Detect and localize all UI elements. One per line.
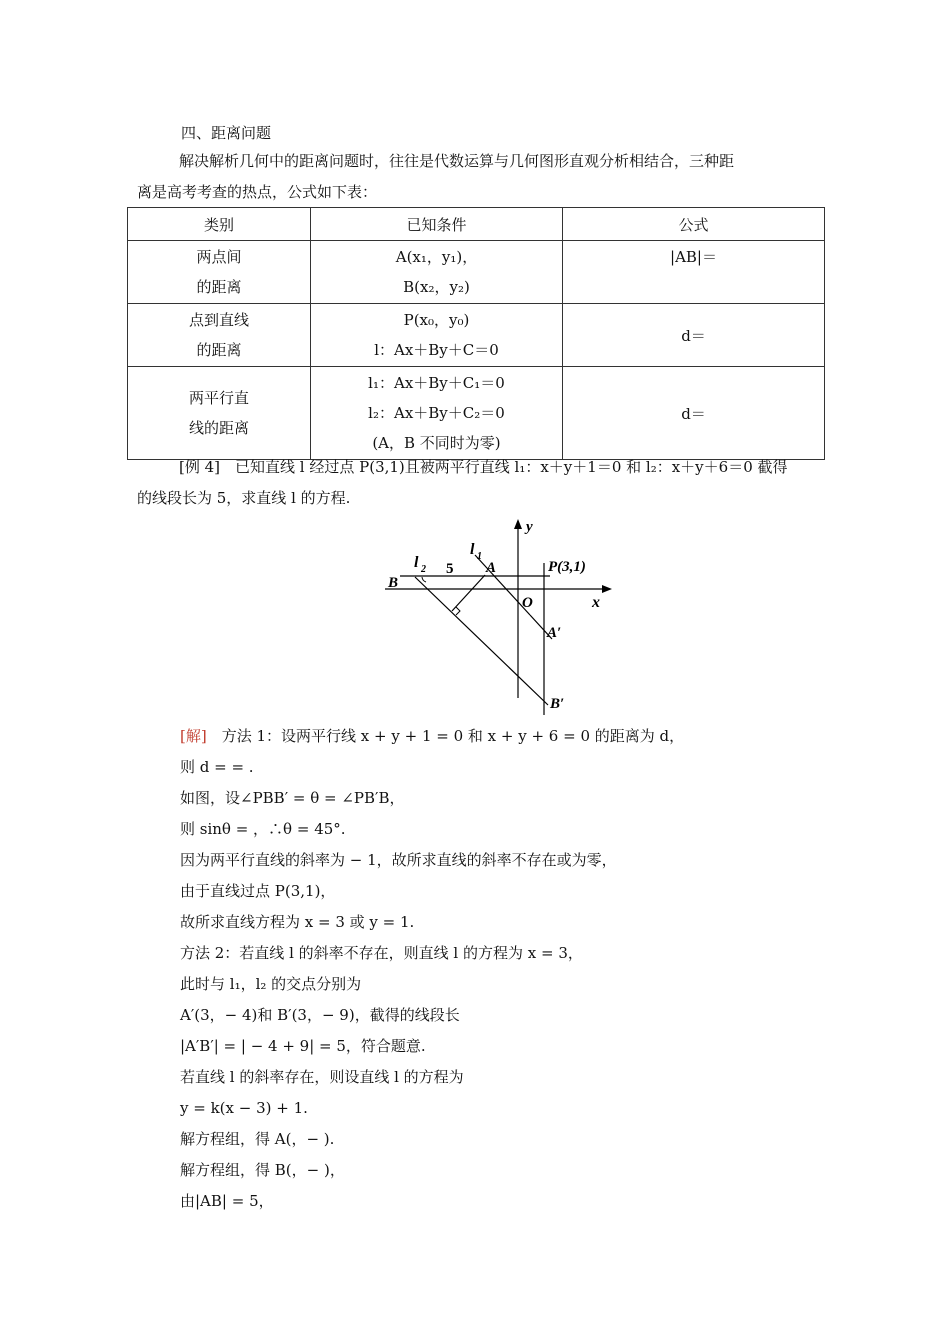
geometry-figure bbox=[380, 515, 630, 720]
category-line: 两点间 bbox=[196, 248, 242, 266]
label-l1-subscript: 1 bbox=[477, 551, 482, 562]
category-line: 的距离 bbox=[196, 341, 242, 359]
example-line-1: [例 4] 已知直线 l 经过点 P(3,1)且被两平行直线 l₁：x＋y＋1＝0 和 l₂：x＋y＋6＝0 截得 bbox=[179, 458, 788, 476]
solution-line bbox=[180, 721, 684, 752]
label-l2: l bbox=[414, 554, 419, 571]
solution-line: 若直线 l 的斜率存在，则设直线 l 的方程为 bbox=[180, 1068, 464, 1086]
condition-line: P(x₀，y₀) bbox=[403, 311, 470, 329]
label-l2-subscript: 2 bbox=[421, 564, 426, 575]
label-y: y bbox=[526, 519, 533, 535]
solution-line: 则 d = = . bbox=[180, 758, 254, 776]
label-x: x bbox=[592, 594, 600, 611]
angle-marker-b bbox=[422, 577, 426, 582]
header-conditions: 已知条件 bbox=[311, 208, 563, 241]
header-category: 类别 bbox=[128, 208, 311, 241]
table-row bbox=[128, 241, 825, 304]
solution-line: 解方程组，得 A(，− ). bbox=[180, 1130, 335, 1148]
row-conditions bbox=[311, 304, 563, 367]
intro-line-1: 解决解析几何中的距离问题时，往往是代数运算与几何图形直观分析相结合，三种距 bbox=[179, 152, 735, 170]
perpendicular-segment bbox=[452, 575, 485, 611]
solution-line: 解方程组，得 B(，− )， bbox=[180, 1161, 345, 1179]
label-b-prime: B′ bbox=[550, 696, 565, 712]
solution-line: 则 sinθ = ，∴θ = 45°. bbox=[180, 820, 346, 838]
row-formula: d＝ bbox=[563, 367, 825, 460]
condition-line: l₁：Ax＋By＋C₁＝0 bbox=[368, 374, 505, 392]
solution-text: 方法 1：设两平行线 x + y + 1 = 0 和 x + y + 6 = 0 的距离为 d， bbox=[206, 727, 685, 745]
row-category bbox=[128, 304, 311, 367]
intro-paragraph bbox=[137, 146, 817, 208]
solution-line: 由|AB| = 5， bbox=[180, 1192, 274, 1210]
row-formula: d＝ bbox=[563, 304, 825, 367]
table-row bbox=[128, 304, 825, 367]
x-axis-arrow bbox=[602, 585, 612, 593]
row-formula: |AB|＝ bbox=[563, 241, 825, 304]
condition-line: B(x₂，y₂) bbox=[403, 278, 470, 296]
distance-formula-table bbox=[127, 207, 825, 460]
example-paragraph bbox=[137, 452, 817, 514]
label-segment-length: 5 bbox=[446, 561, 454, 577]
condition-line: A(x₁，y₁)， bbox=[395, 248, 478, 266]
label-a: A bbox=[486, 560, 497, 576]
category-line: 线的距离 bbox=[188, 419, 249, 437]
right-angle-marker bbox=[456, 607, 460, 615]
label-a-prime: A′ bbox=[547, 625, 562, 641]
solution-line: 故所求直线方程为 x = 3 或 y = 1. bbox=[180, 913, 415, 931]
solution-block bbox=[180, 721, 684, 1217]
solution-line: A′(3，− 4)和 B′(3，− 9)，截得的线段长 bbox=[180, 1006, 460, 1024]
solution-tag: [解] bbox=[180, 727, 207, 745]
row-category bbox=[128, 367, 311, 460]
row-category bbox=[128, 241, 311, 304]
table-header-row bbox=[128, 208, 825, 241]
condition-line: (A，B 不同时为零) bbox=[372, 434, 501, 452]
y-axis-arrow bbox=[514, 519, 522, 529]
solution-line: y = k(x − 3) + 1. bbox=[180, 1099, 308, 1117]
category-line: 两平行直 bbox=[188, 389, 249, 407]
row-conditions bbox=[311, 367, 563, 460]
table-row bbox=[128, 367, 825, 460]
solution-line: 方法 2：若直线 l 的斜率不存在，则直线 l 的方程为 x = 3， bbox=[180, 944, 583, 962]
solution-line: 如图，设∠PBB′ = θ = ∠PB′B， bbox=[180, 789, 405, 807]
label-b: B bbox=[388, 575, 399, 591]
category-line: 的距离 bbox=[196, 278, 242, 296]
solution-line: |A′B′| = | − 4 + 9| = 5，符合题意. bbox=[180, 1037, 426, 1055]
solution-line: 因为两平行直线的斜率为 − 1，故所求直线的斜率不存在或为零， bbox=[180, 851, 617, 869]
category-line: 点到直线 bbox=[188, 311, 249, 329]
solution-line: 此时与 l₁，l₂ 的交点分别为 bbox=[180, 975, 362, 993]
condition-line: l：Ax＋By＋C＝0 bbox=[374, 341, 499, 359]
label-l1: l bbox=[470, 541, 475, 558]
label-o: O bbox=[522, 595, 533, 611]
condition-line: l₂：Ax＋By＋C₂＝0 bbox=[368, 404, 505, 422]
header-formula: 公式 bbox=[563, 208, 825, 241]
solution-line: 由于直线过点 P(3,1)， bbox=[180, 882, 336, 900]
intro-line-2: 离是高考考查的热点，公式如下表： bbox=[137, 183, 378, 201]
section-heading: 四、距离问题 bbox=[181, 124, 272, 142]
row-conditions bbox=[311, 241, 563, 304]
label-p: P(3,1) bbox=[548, 559, 586, 575]
example-line-2: 的线段长为 5，求直线 l 的方程. bbox=[137, 489, 351, 507]
